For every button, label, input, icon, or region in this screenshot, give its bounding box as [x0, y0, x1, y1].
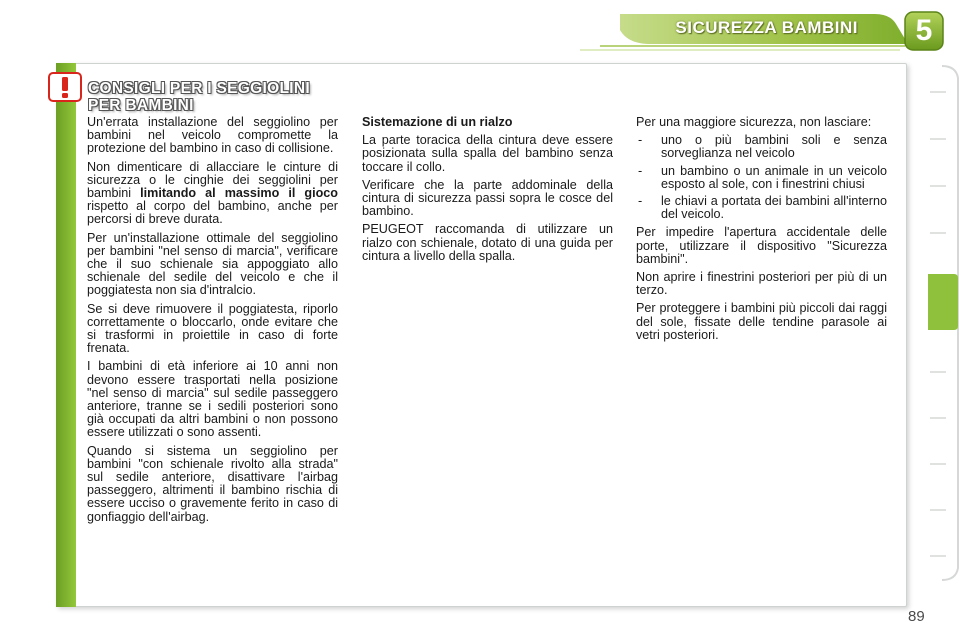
section-title-line1: CONSIGLI PER I SEGGIOLINI	[88, 80, 310, 97]
paragraph-belts	[87, 161, 338, 227]
text-run: Non dimenticare di allacciare le cinture di sicurezza o le cinghie dei seggiolini per bambini	[87, 159, 338, 201]
paragraph: PEUGEOT raccomanda di utilizzare un rialzo con schienale, dotato di una guida per cintura a livello della spalla.	[362, 222, 613, 263]
text-column-1	[87, 116, 338, 529]
text-run: rispetto al corpo del bambino, anche per percorsi di breve durata.	[87, 199, 338, 227]
page-number: 89	[908, 608, 925, 625]
text-column-3	[636, 116, 887, 347]
warning-exclamation-icon	[48, 72, 82, 102]
chapter-number: 5	[915, 14, 933, 47]
panel-accent-bar	[56, 63, 76, 607]
section-title	[88, 80, 358, 114]
bold-emphasis: limitando al massimo il gioco	[140, 186, 338, 201]
header-title: SICUREZZA BAMBINI	[675, 18, 858, 37]
paragraph: Per una maggiore sicurezza, non lasciare:	[636, 115, 872, 129]
paragraph: Non aprire i finestrini posteriori per più di un terzo.	[636, 270, 887, 298]
paragraph: Se si deve rimuovere il poggiatesta, riporlo correttamente o bloccarlo, onde evitare che si trasformi in proiettile in caso di forte frenata.	[87, 301, 338, 356]
section-title-line2: PER BAMBINI	[88, 97, 194, 114]
paragraph: I bambini di età inferiore ai 10 anni non devono essere trasportati nella posizione "nel senso di marcia" sul sedile passeggero anteriore, tranne se i sedili posteriori sono già occupati da altri bambini o non possono essere utilizzati o sono assenti.	[87, 359, 338, 440]
list-item: - un bambino o un animale in un veicolo esposto al sole, con i finestrini chiusi	[636, 165, 887, 191]
list-item: - uno o più bambini soli e senza sorveglianza nel veicolo	[636, 134, 887, 160]
dash-list	[636, 134, 887, 221]
paragraph: Per impedire l'apertura accidentale delle porte, utilizzare il dispositivo "Sicurezza bambini".	[636, 225, 887, 266]
paragraph: Per un'installazione ottimale del seggiolino per bambini "nel senso di marcia", verificare che il suo schienale sia appoggiato allo schienale del sedile del veicolo e che il poggiatesta non sia d'intralcio.	[87, 230, 338, 298]
chapter-tab-strip	[928, 64, 960, 584]
text-column-2	[362, 116, 613, 268]
paragraph: La parte toracica della cintura deve essere posizionata sulla spalla del bambino senza toccare il collo.	[362, 133, 613, 174]
subsection-heading: Sistemazione di un rialzo	[362, 115, 513, 129]
paragraph: Quando si sistema un seggiolino per bambini "con schienale rivolto alla strada" sul sedile anteriore, disattivare l'airbag passeggero, altrimenti il bambino rischia di essere ucciso o gravemente ferito in caso di gonfiaggio dell'airbag.	[87, 443, 338, 524]
paragraph: Un'errata installazione del seggiolino per bambini nel veicolo compromette la protezione del bambino in caso di collisione.	[87, 115, 338, 156]
paragraph: Per proteggere i bambini più piccoli dai raggi del sole, fissate delle tendine parasole ai vetri posteriori.	[636, 301, 887, 342]
paragraph: Verificare che la parte addominale della cintura di sicurezza passi sopra le cosce del bambino.	[362, 177, 613, 219]
list-item: - le chiavi a portata dei bambini all'interno del veicolo.	[636, 195, 887, 221]
